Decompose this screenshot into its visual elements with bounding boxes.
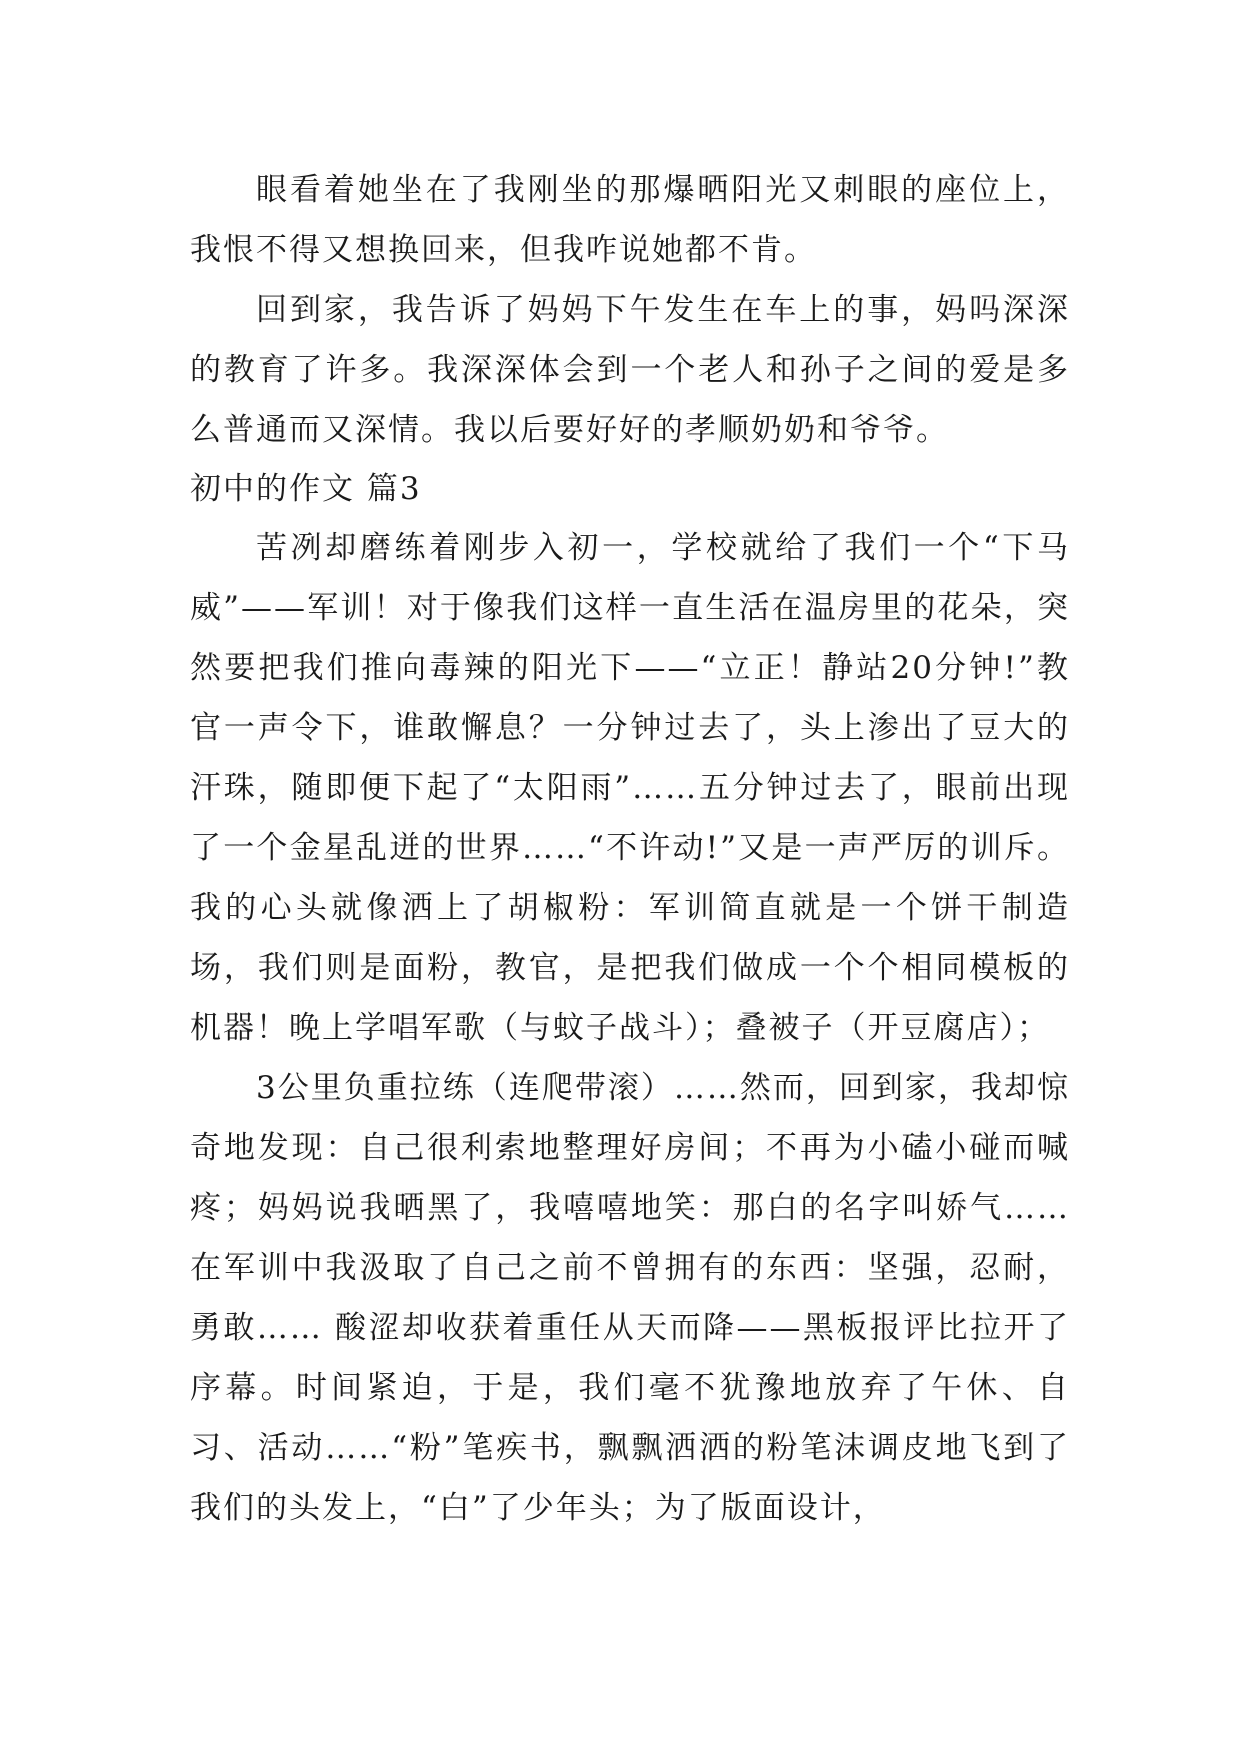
document-page: [190, 160, 1070, 1538]
paragraph-4: 3公里负重拉练（连爬带滚）……然而，回到家，我却惊奇地发现：自己很利索地整理好房间；不再为小磕小碰而喊疼；妈妈说我晒黑了，我嘻嘻地笑：那白的名字叫娇气……在军训中我汲取了自己之前不曾拥有的东西：坚强，忍耐，勇敢…… 酸涩却收获着重任从天而降——黑板报评比拉开了序幕。时间紧迫，于是，我们毫不犹豫地放弃了午休、自习、活动……“粉”笔疾书，飘飘洒洒的粉笔沫调皮地飞到了我们的头发上，“白”了少年头；为了版面设计，: [190, 1070, 1070, 1526]
paragraph-1: 眼看着她坐在了我刚坐的那爆晒阳光又刺眼的座位上，我恨不得又想换回来，但我咋说她都不肯。: [190, 172, 1070, 268]
paragraph-3: 苦冽却磨练着刚步入初一，学校就给了我们一个“下马威”——军训！对于像我们这样一直生活在温房里的花朵，突然要把我们推向毒辣的阳光下——“立正！静站20分钟!”教官一声令下，谁敢懈息？一分钟过去了，头上渗出了豆大的汗珠，随即便下起了“太阳雨”……五分钟过去了，眼前出现了一个金星乱迸的世界……“不许动!”又是一声严厉的训斥。我的心头就像洒上了胡椒粉：军训简直就是一个饼干制造场，我们则是面粉，教官，是把我们做成一个个相同模板的机器！晚上学唱军歌（与蚊子战斗）；叠被子（开豆腐店）；: [190, 530, 1070, 1046]
section-title: 初中的作文 篇3: [190, 471, 422, 507]
paragraph-2: 回到家，我告诉了妈妈下午发生在车上的事，妈吗深深的教育了许多。我深深体会到一个老人和孙子之间的爱是多么普通而又深情。我以后要好好的孝顺奶奶和爷爷。: [190, 292, 1070, 448]
